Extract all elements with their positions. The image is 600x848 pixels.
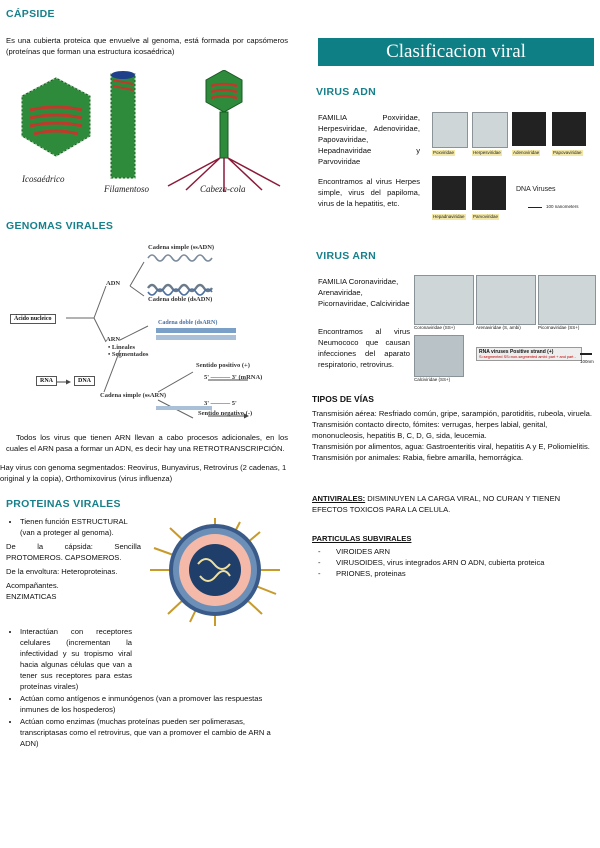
picornaviridae-caption: Picornaviridae (SS+) — [538, 325, 580, 330]
virus-arn-encontramos: Encontramos al virus Neumococo que causan infecciones del aparato respiratorio, retrovirus. — [318, 327, 410, 369]
proteinas-block-1 — [6, 516, 141, 602]
adenoviridae-caption: Adenoviridae — [513, 150, 540, 155]
poxviridae-caption: Poxviridae — [433, 150, 455, 155]
dna-box: DNA — [74, 376, 95, 386]
bullet-estructural: • Tienen función ESTRUCTURAL (van a proteger al genoma). — [20, 516, 141, 538]
dna-viruses-label: DNA Viruses — [516, 186, 556, 193]
subvirales-heading: PARTICULAS SUBVIRALES — [312, 534, 412, 543]
icosahedral-label: Icosaédrico — [22, 174, 65, 184]
arenaviridae-caption: Arenaviridae (S, ambi) — [476, 325, 521, 330]
rna-positive-title: RNA viruses Positive strand (+) — [479, 349, 554, 355]
hepadnaviridae-image — [432, 176, 466, 210]
negative-sequence-label: 3' ——— 5' — [204, 400, 237, 407]
arn-segmentados-label: • Segmentados — [108, 351, 149, 358]
rna-box: RNA — [36, 376, 57, 386]
hepadnaviridae-caption: Hepadnaviridae — [433, 214, 465, 219]
proteinas-heading: PROTEINAS VIRALES — [6, 498, 121, 510]
picornaviridae-image — [538, 275, 596, 325]
adn-simple-label: Cadena simple (ssADN) — [148, 244, 215, 251]
genomas-text-1: Todos los virus que tienen ARN llevan a cabo procesos adicionales, en los cuales el ARN pasa a formar un ADN, es decir hay una RETROTRANSCRIPCIÓN. — [6, 433, 288, 453]
adn-label: ADN — [106, 280, 121, 287]
rna-positive-box — [476, 347, 582, 361]
proteinas-capsida: De la cápsida: Sencilla PROTOMEROS. CAPSOMEROS. — [6, 542, 141, 562]
parvoviridae-image — [472, 176, 506, 210]
virus-arn-familia: FAMILIA Coronaviridae, Arenaviridae, Picornaviridae, Calciviridae — [318, 277, 410, 308]
herpesviridae-image — [472, 112, 508, 148]
rna-virus-micrographs — [414, 275, 596, 387]
arn-lineales-label: • Lineales — [108, 344, 136, 351]
capside-text: Es una cubierta proteica que envuelve al genoma, está formada por capsómeros (proteínas que forman una estructura icosaédrica) — [6, 36, 288, 56]
calciviridae-image — [414, 335, 464, 377]
vias-heading: TIPOS DE VÍAS — [312, 394, 374, 404]
adn-doble-label: Cadena doble (dsADN) — [148, 296, 213, 303]
rna-positive-sub: S=segmented SS=non-segmented ambi: part + and part - — [479, 355, 576, 359]
arn-label: ARN — [106, 336, 121, 343]
bullet-receptores: • Interactúan con receptores celulares (incrementan la infectividad y su tropismo viral hacia algunas células que van a tener sus receptores para estas proteínas virales) — [20, 626, 132, 692]
herpesviridae-caption: Herpesviridae — [473, 150, 501, 155]
virus-arn-heading: VIRUS ARN — [316, 250, 377, 262]
virus-structure-image — [140, 514, 290, 629]
via-aerea: Transmisión aérea: Resfriado común, gripe, sarampión, parotiditis, rubeola, viruela. — [312, 409, 592, 418]
positive-sequence-label: 5' ——— 3' (mRNA) — [204, 374, 263, 381]
nucleic-acid-box: Ácido nucleico — [10, 314, 56, 324]
parvoviridae-caption: Parvoviridae — [473, 214, 499, 219]
papovaviridae-image — [552, 112, 586, 146]
genome-diagram — [8, 240, 298, 420]
arn-simple-label: Cadena simple (ssARN) — [100, 392, 167, 399]
proteinas-acompanantes: Acompañantes. — [6, 581, 59, 590]
virus-adn-familia: FAMILIA Poxviridae, Herpesviridae, Adenoviridae, Papovaviridae, Hepadnaviridae y Parvoviridae — [318, 113, 420, 166]
coronaviridae-caption: Coronaviridae (SS+) — [414, 325, 455, 330]
genomas-heading: GENOMAS VIRALES — [6, 220, 114, 232]
subviral-item: - VIRUSOIDES, virus integrados ARN O ADN, cubierta proteica — [312, 557, 594, 568]
via-contacto: Transmisión contacto directo, fómites: verrugas, herpes labial, genital, mononucleosis, hepatitis B, C, D, G, sida, leucemia. — [312, 420, 548, 440]
arenaviridae-image — [476, 275, 536, 325]
bullet-antigenos: • Actúan como antígenos e inmunógenos (van a promover las respuestas inmunes de los hospederos) — [20, 693, 274, 715]
via-alimentos: Transmisión por alimentos, agua: Gastroenteritis viral, hepatitis A y E, Poliomielitis. — [312, 442, 590, 451]
subvirales-list — [312, 546, 594, 579]
negative-sense-label: Sentido negativo (-) — [198, 410, 253, 417]
antivirales-block — [312, 493, 582, 515]
icosahedral-capsid-icon — [22, 78, 90, 156]
coronaviridae-image — [414, 275, 474, 325]
vias-list — [312, 408, 594, 463]
scale-bar — [528, 207, 542, 208]
filamentous-label: Filamentoso — [104, 184, 149, 194]
positive-sense-label: Sentido positivo (+) — [196, 362, 250, 369]
subviral-item: - VIROIDES ARN — [312, 546, 594, 557]
subviral-item: - PRIONES, proteinas — [312, 568, 594, 579]
antivirales-label: ANTIVIRALES: — [312, 494, 366, 503]
head-tail-capsid-icon — [168, 70, 280, 192]
proteinas-enzimaticas: ENZIMATICAS — [6, 592, 57, 601]
filamentous-capsid-icon — [111, 71, 135, 178]
genomas-text-2: Hay virus con genoma segmentados: Reovirus, Bunyavirus, Retrovirus (2 cadenas, 1 original y la copia), Orthomixovirus (virus influenza) — [0, 463, 287, 483]
antivirales-text: DISMINUYEN LA CARGA VIRAL, NO CURAN Y TIENEN EFECTOS TOXICOS PARA LA CELULA. — [312, 494, 561, 514]
arn-doble-label: Cadena doble (dsARN) — [158, 320, 218, 326]
scale-label: 100 nanometers — [546, 204, 579, 209]
virus-adn-encontramos: Encontramos al virus Herpes simple, virus del papiloma, virus de la hepatitis, etc. — [318, 177, 420, 208]
poxviridae-image — [432, 112, 468, 148]
capside-heading: CÁPSIDE — [6, 8, 55, 20]
rna-scale-bar — [580, 353, 592, 355]
proteinas-block-2 — [6, 626, 274, 750]
papovaviridae-caption: Papovaviridae — [553, 150, 582, 155]
proteinas-envoltura: De la envoltura: Heteroproteinas. — [6, 567, 118, 576]
calciviridae-caption: Calciviridae (SS+) — [414, 377, 451, 382]
clasificacion-title: Clasificacion viral — [318, 38, 594, 66]
rna-scale-label: 100nm — [580, 359, 594, 364]
bullet-enzimas: • Actúan como enzimas (muchas proteínas pueden ser polimerasas, transcriptasas como el retrovirus, que van a promover el cambio de ARN a ADN) — [20, 716, 274, 749]
dna-virus-micrographs — [430, 110, 590, 230]
via-animales: Transmisión por animales: Rabia, fiebre amarilla, hemorrágica. — [312, 453, 524, 462]
adenoviridae-image — [512, 112, 546, 146]
head-tail-label: Cabeza-cola — [200, 184, 246, 194]
virus-adn-heading: VIRUS ADN — [316, 86, 377, 98]
